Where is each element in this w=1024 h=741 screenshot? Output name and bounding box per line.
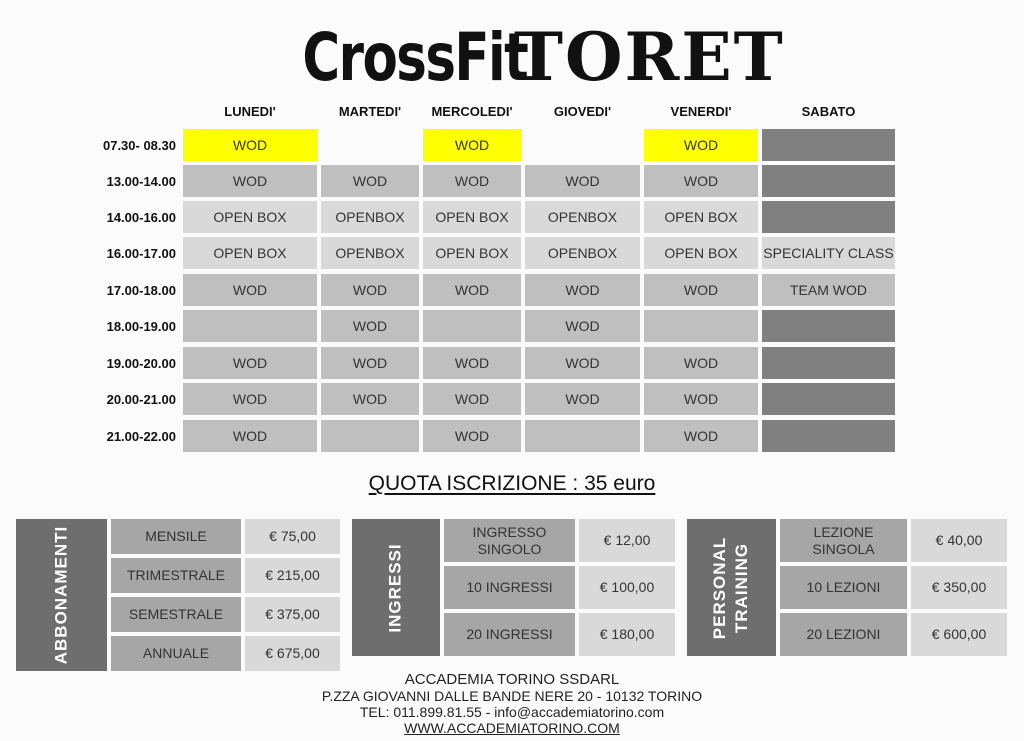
price-item-name-line1: INGRESSO — [472, 523, 547, 540]
price-item-name: TRIMESTRALE — [111, 558, 241, 593]
time-slot-label: 18.00-19.00 — [106, 318, 176, 334]
ingressi-label — [352, 519, 440, 656]
schedule-cell — [525, 420, 640, 452]
time-slot-label: 13.00-14.00 — [106, 173, 176, 189]
abbonamenti-label — [16, 519, 107, 671]
price-item-name — [444, 519, 575, 562]
schedule-cell: OPEN BOX — [183, 201, 317, 233]
schedule-cell: OPENBOX — [525, 201, 640, 233]
schedule-cell: SPECIALITY CLASS — [762, 237, 895, 269]
price-item-value: € 215,00 — [245, 558, 340, 593]
time-slot-label: 16.00-17.00 — [106, 245, 176, 261]
price-item-name: SEMESTRALE — [111, 597, 241, 632]
time-slot-label: 20.00-21.00 — [106, 391, 176, 407]
schedule-cell: TEAM WOD — [762, 274, 895, 306]
schedule-cell: WOD — [183, 129, 317, 161]
price-item-name — [780, 613, 907, 656]
schedule-cell — [183, 310, 317, 342]
price-item-value: € 12,00 — [579, 519, 675, 562]
price-item-name — [444, 613, 575, 656]
day-header: GIOVEDI' — [553, 103, 612, 119]
day-header: LUNEDI' — [224, 103, 276, 119]
footer-website-link[interactable]: WWW.ACCADEMIATORINO.COM — [404, 720, 620, 736]
footer-company: ACCADEMIA TORINO SSDARL — [404, 671, 620, 688]
schedule-cell: WOD — [183, 274, 317, 306]
schedule-cell: WOD — [423, 347, 521, 379]
schedule-cell: WOD — [183, 347, 317, 379]
price-item-value: € 100,00 — [579, 566, 675, 609]
schedule-cell: WOD — [525, 310, 640, 342]
day-header: SABATO — [801, 103, 856, 119]
schedule-cell — [762, 347, 895, 379]
schedule-cell: WOD — [183, 383, 317, 415]
time-slot-label: 17.00-18.00 — [106, 282, 176, 298]
enrollment-fee-text: QUOTA ISCRIZIONE : 35 euro — [368, 472, 656, 495]
time-slot-label: 21.00-22.00 — [106, 428, 176, 444]
price-item-value: € 180,00 — [579, 613, 675, 656]
price-item-name-line2: SINGOLA — [812, 540, 875, 557]
schedule-cell — [644, 310, 758, 342]
personal-training-line2: TRAINING — [732, 542, 752, 633]
schedule-cell: WOD — [525, 165, 640, 197]
schedule-cell: OPEN BOX — [644, 201, 758, 233]
time-slot-label: 07.30- 08.30 — [102, 137, 176, 153]
schedule-cell: OPEN BOX — [644, 237, 758, 269]
price-item-name-line1: 10 LEZIONI — [806, 579, 881, 595]
footer — [0, 672, 1024, 736]
schedule-cell: WOD — [525, 383, 640, 415]
price-item-value: € 675,00 — [245, 636, 340, 671]
price-item-name-line1: LEZIONE — [813, 523, 874, 540]
price-item-name: ANNUALE — [111, 636, 241, 671]
day-header: VENERDI' — [670, 103, 732, 119]
schedule-cell — [762, 165, 895, 197]
time-slot-label: 14.00-16.00 — [106, 209, 176, 225]
schedule-cell: OPEN BOX — [183, 237, 317, 269]
schedule-cell — [762, 129, 895, 161]
personal-training-label-text — [710, 536, 754, 638]
schedule-cell: OPEN BOX — [423, 201, 521, 233]
price-item-value: € 375,00 — [245, 597, 340, 632]
day-header: MERCOLEDI' — [431, 103, 513, 119]
schedule-cell: WOD — [644, 420, 758, 452]
schedule-cell: WOD — [321, 310, 419, 342]
personal-training-line1: PERSONAL — [710, 536, 730, 639]
price-item-name-line1: 20 INGRESSI — [466, 626, 553, 642]
schedule-cell: WOD — [423, 165, 521, 197]
title-crossfit: CrossFit — [302, 19, 528, 96]
schedule-cell: OPENBOX — [321, 201, 419, 233]
schedule-cell — [321, 129, 419, 161]
schedule-cell: WOD — [183, 165, 317, 197]
schedule-cell: WOD — [644, 165, 758, 197]
price-item-value: € 40,00 — [911, 519, 1007, 562]
schedule-cell — [525, 129, 640, 161]
schedule-cell: WOD — [644, 129, 758, 161]
price-item-value: € 600,00 — [911, 613, 1007, 656]
schedule-cell: WOD — [321, 274, 419, 306]
price-item-value: € 350,00 — [911, 566, 1007, 609]
schedule-cell: WOD — [423, 274, 521, 306]
schedule-cell: WOD — [644, 274, 758, 306]
enrollment-fee — [0, 472, 1024, 496]
price-item-name-line1: 10 INGRESSI — [466, 579, 553, 595]
schedule-cell: WOD — [644, 347, 758, 379]
footer-address: P.ZZA GIOVANNI DALLE BANDE NERE 20 - 10132 TORINO — [321, 688, 703, 704]
schedule-cell: WOD — [525, 274, 640, 306]
schedule-cell — [762, 201, 895, 233]
personal-training-label — [687, 519, 776, 656]
price-item-name: MENSILE — [111, 519, 241, 554]
page-title — [0, 18, 1024, 96]
time-slot-label: 19.00-20.00 — [106, 355, 176, 371]
schedule-cell: OPENBOX — [525, 237, 640, 269]
price-item-value: € 75,00 — [245, 519, 340, 554]
price-item-name — [780, 566, 907, 609]
schedule-cell — [762, 383, 895, 415]
day-header: MARTEDI' — [338, 103, 402, 119]
schedule-cell: OPEN BOX — [423, 237, 521, 269]
title-toret: TORET — [513, 18, 785, 96]
schedule-cell: WOD — [183, 420, 317, 452]
schedule-cell: WOD — [423, 129, 521, 161]
price-item-name — [780, 519, 907, 562]
price-item-name — [444, 566, 575, 609]
price-item-name-line2: SINGOLO — [477, 540, 542, 557]
ingressi-label-text: INGRESSI — [386, 542, 405, 633]
schedule-cell: WOD — [644, 383, 758, 415]
schedule-cell — [321, 420, 419, 452]
schedule-cell: WOD — [321, 165, 419, 197]
schedule-cell: WOD — [525, 347, 640, 379]
schedule-cell: WOD — [321, 347, 419, 379]
schedule-cell: OPENBOX — [321, 237, 419, 269]
schedule-cell: WOD — [321, 383, 419, 415]
price-item-name-line1: 20 LEZIONI — [806, 626, 881, 642]
schedule-cell — [762, 310, 895, 342]
schedule-cell: WOD — [423, 383, 521, 415]
footer-contact: TEL: 011.899.81.55 - info@accademiatorino.com — [359, 704, 665, 720]
schedule-cell: WOD — [423, 420, 521, 452]
schedule-cell — [762, 420, 895, 452]
schedule-cell — [423, 310, 521, 342]
abbonamenti-label-text: ABBONAMENTI — [51, 525, 71, 665]
